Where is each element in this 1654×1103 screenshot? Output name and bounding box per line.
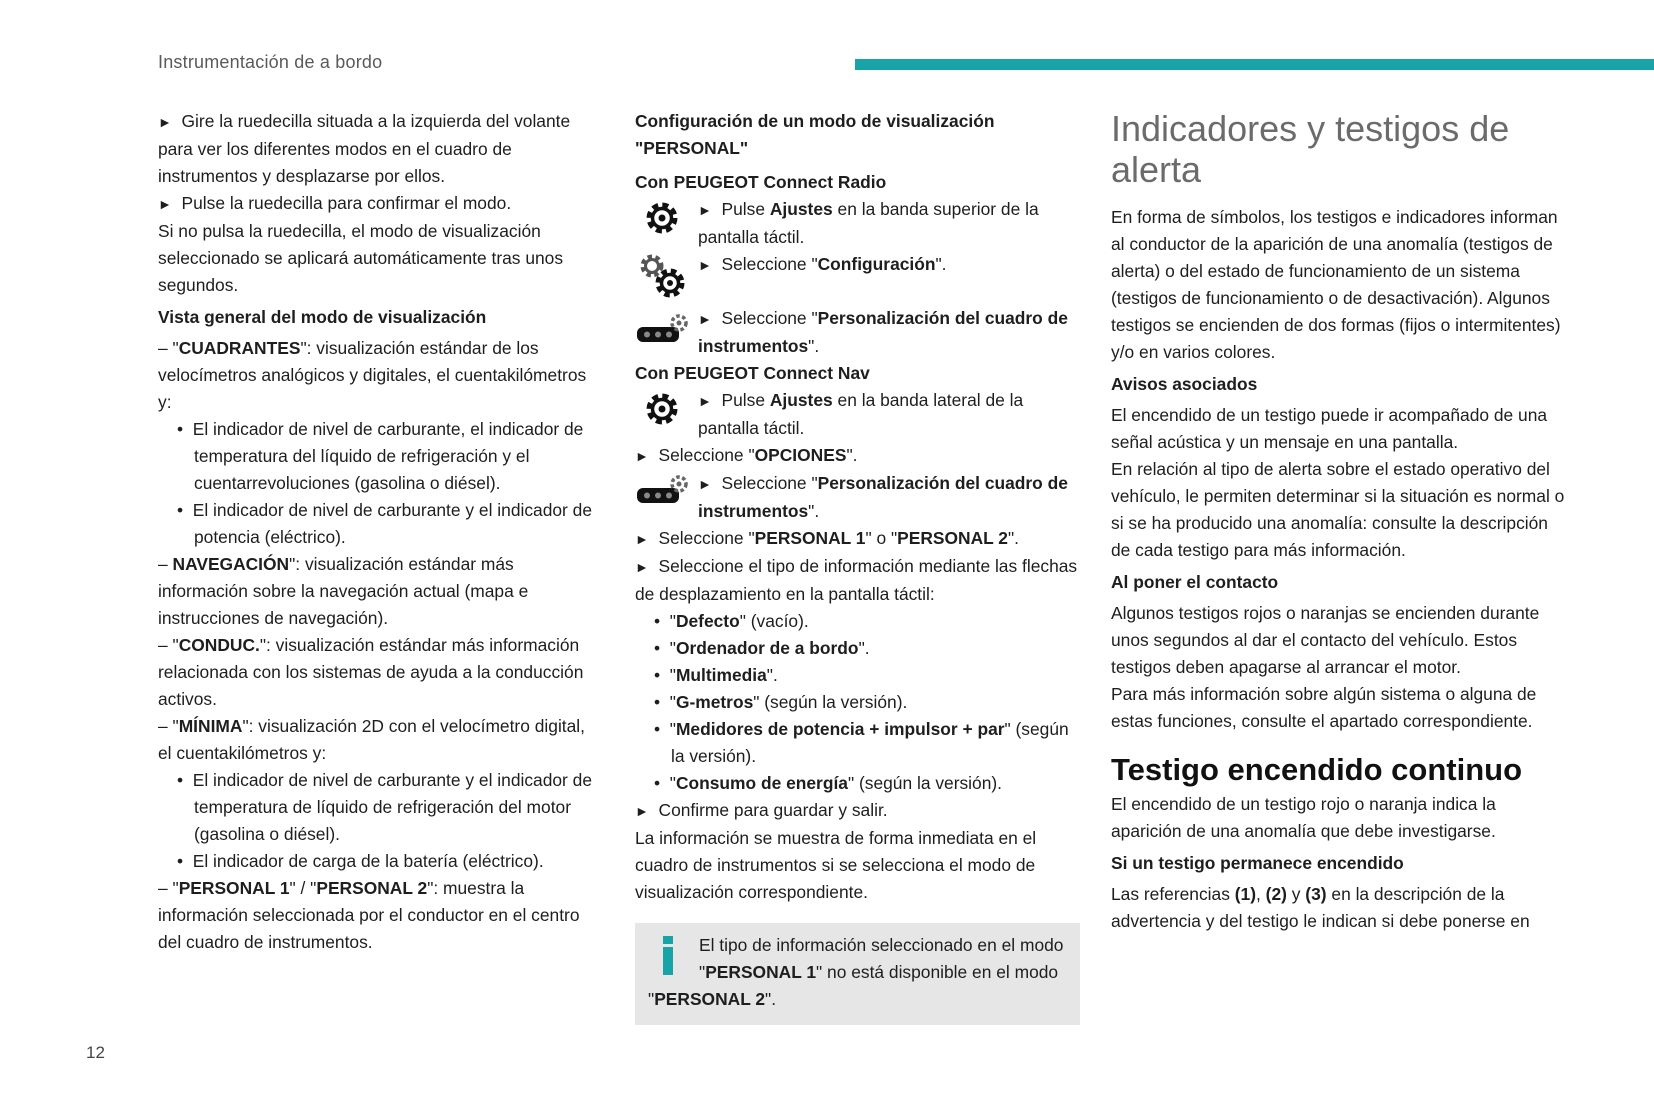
list-item: • "G-metros" (según la versión). xyxy=(654,692,908,712)
indicators-intro: En forma de símbolos, los testigos e indicadores informan al conductor de la aparición de una anomalía (testigos de alerta) o del estado de funcionamiento de un sistema (testigos de funcionamiento o de desactivación). Algunos testigos se encienden de dos formas (fijos o intermitentes) y/o en varios colores. xyxy=(1111,207,1561,362)
mode-name: CONDUC. xyxy=(178,635,260,655)
nav-heading: Con PEUGEOT Connect Nav xyxy=(635,363,870,383)
text-part: , xyxy=(1256,884,1266,904)
text-part: y xyxy=(1286,884,1306,904)
nav-step-settings xyxy=(635,387,1080,442)
step-text: ". xyxy=(808,336,820,356)
indicators-title: Indicadores y testigos de alerta xyxy=(1111,108,1510,190)
option-rest: ". xyxy=(858,638,870,658)
contacto-text-1: Algunos testigos rojos o naranjas se encienden durante unos segundos al dar el contacto del vehículo. Estos testigos deben apagarse al arrancar el motor. xyxy=(1111,603,1540,677)
step-text-bold: Ajustes xyxy=(769,199,833,219)
section-title: Instrumentación de a bordo xyxy=(158,52,383,72)
mode-desc: ": muestra la información seleccionada por el conductor en el centro del cuadro de instrumentos. xyxy=(158,878,580,952)
reference-3: (3) xyxy=(1305,884,1327,904)
step-confirm xyxy=(635,797,1080,825)
mode-name: PERSONAL 2 xyxy=(316,878,428,898)
permanece-heading: Si un testigo permanece encendido xyxy=(1111,853,1404,873)
step-text-bold: Personalización del cuadro de instrumentos xyxy=(698,473,1068,521)
permanece-text xyxy=(1111,881,1566,935)
option-rest: " (según la versión). xyxy=(753,692,908,712)
gear-icon xyxy=(635,389,690,429)
arrow-bullet-icon: ► xyxy=(698,202,712,218)
option-rest: " (vacío). xyxy=(739,611,809,631)
mode-name: CUADRANTES xyxy=(178,338,301,358)
mode-desc: ": visualización 2D con el velocímetro digital, el cuentakilómetros y: xyxy=(158,716,586,763)
step-text: Seleccione " xyxy=(721,473,818,493)
info-text-part: ". xyxy=(765,989,777,1009)
step-text: " o " xyxy=(865,528,898,548)
mode-name: NAVEGACIÓN xyxy=(172,554,290,574)
avisos-text-1: El encendido de un testigo puede ir acompañado de una señal acústica y un mensaje en una pantalla. xyxy=(1111,405,1548,452)
radio-step-configuration xyxy=(635,251,1080,305)
nav-step-cluster xyxy=(635,470,1080,525)
dash: – xyxy=(158,554,173,574)
mode-name: MÍNIMA xyxy=(178,716,243,736)
step-text-bold: PERSONAL 1 xyxy=(754,528,866,548)
step-text-bold: Configuración xyxy=(817,254,936,274)
step-text: Seleccione el tipo de información mediante las flechas de desplazamiento en la pantalla táctil: xyxy=(635,556,1078,604)
page-number: 12 xyxy=(86,1043,105,1062)
arrow-bullet-icon: ► xyxy=(698,393,712,409)
step-text-bold: Personalización del cuadro de instrumentos xyxy=(698,308,1068,356)
step-text: Seleccione " xyxy=(658,528,755,548)
dash: – " xyxy=(158,878,179,898)
list-item: • El indicador de nivel de carburante y el indicador de temperatura de líquido de refrigeración del motor (gasolina o diésel). xyxy=(177,770,593,844)
dash: – " xyxy=(158,635,179,655)
radio-heading: Con PEUGEOT Connect Radio xyxy=(635,172,887,192)
step-text: Confirme para guardar y salir. xyxy=(658,800,888,820)
continuo-heading: Testigo encendido continuo xyxy=(1111,752,1523,787)
list-item: • El indicador de nivel de carburante y el indicador de potencia (eléctrico). xyxy=(177,500,593,547)
list-item: • "Multimedia". xyxy=(654,665,778,685)
mode-cuadrantes xyxy=(158,335,598,416)
header-accent-bar xyxy=(855,59,1654,70)
step-text: ". xyxy=(935,254,947,274)
arrow-bullet-icon: ► xyxy=(698,257,712,273)
step-text: Pulse xyxy=(721,390,770,410)
contacto-text-2: Para más información sobre algún sistema o alguna de estas funciones, consulte el apartado correspondiente. xyxy=(1111,684,1537,731)
step-text-bold: PERSONAL 2 xyxy=(897,528,1008,548)
option-rest: ". xyxy=(766,665,778,685)
step-text-bold: OPCIONES xyxy=(754,445,847,465)
step-select-info-type xyxy=(635,553,1080,608)
dash: – " xyxy=(158,338,179,358)
arrow-bullet-icon: ► xyxy=(635,531,649,547)
mode-desc: ": visualización estándar más información relacionada con los sistemas de ayuda a la conducción activos. xyxy=(158,635,584,709)
step-text: Seleccione " xyxy=(721,254,818,274)
arrow-bullet-icon: ► xyxy=(635,448,649,464)
arrow-bullet-icon: ► xyxy=(635,803,649,819)
option-name: Ordenador de a bordo xyxy=(675,638,859,658)
contacto-heading: Al poner el contacto xyxy=(1111,572,1279,592)
overview-heading: Vista general del modo de visualización xyxy=(158,307,487,327)
mode-personal xyxy=(158,875,598,956)
double-gear-icon xyxy=(635,253,690,301)
radio-step-cluster xyxy=(635,305,1080,360)
info-box xyxy=(635,923,1080,1025)
step-text: Pulse xyxy=(721,199,770,219)
step-text: Gire la ruedecilla situada a la izquierda del volante para ver los diferentes modos en el cuadro de instrumentos y desplazarse por ellos. xyxy=(158,111,571,186)
option-name: Consumo de energía xyxy=(675,773,848,793)
nav-step-opciones xyxy=(635,442,1080,470)
reference-2: (2) xyxy=(1265,884,1287,904)
info-text xyxy=(648,932,1066,1013)
mode-navegacion xyxy=(158,551,598,632)
option-name: Defecto xyxy=(675,611,740,631)
list-item: • "Defecto" (vacío). xyxy=(654,611,809,631)
step-text-bold: Ajustes xyxy=(769,390,833,410)
option-name: Multimedia xyxy=(675,665,767,685)
step-turn-wheel xyxy=(158,108,598,190)
gear-icon xyxy=(635,198,690,238)
instrument-cluster-settings-icon xyxy=(635,311,690,351)
list-item: • "Consumo de energía" (según la versión). xyxy=(654,773,1003,793)
option-name: Medidores de potencia + impulsor + par xyxy=(675,719,1005,739)
mode-desc: ": visualización estándar de los velocímetros analógicos y digitales, el cuentakilómetros y: xyxy=(158,338,587,412)
arrow-bullet-icon: ► xyxy=(158,114,172,130)
arrow-bullet-icon: ► xyxy=(698,476,712,492)
list-item: • El indicador de carga de la batería (eléctrico). xyxy=(177,851,544,871)
instrument-cluster-settings-icon xyxy=(635,472,690,512)
arrow-bullet-icon: ► xyxy=(635,559,649,575)
avisos-text-2: En relación al tipo de alerta sobre el estado operativo del vehículo, le permiten determinar si la situación es normal o si se ha producido una anomalía: consulte la descripción de cada testigo para más información. xyxy=(1111,459,1565,560)
step-press-wheel xyxy=(158,190,598,218)
text-part: en la descripción de la advertencia y del testigo le indican si debe ponerse en xyxy=(1111,884,1530,931)
list-item-text: El indicador de nivel de carburante, el indicador de temperatura del líquido de refrigeración y el cuentarrevoluciones (gasolina o diésel). xyxy=(192,419,584,493)
step-text: en la banda lateral de la pantalla táctil. xyxy=(698,390,1024,438)
avisos-heading: Avisos asociados xyxy=(1111,374,1258,394)
info-text-part: El tipo de información seleccionado en el modo " xyxy=(699,935,1064,982)
mode-desc: ": visualización estándar más información sobre la navegación actual (mapa e instrucciones de navegación). xyxy=(158,554,529,628)
column-right xyxy=(1111,108,1566,935)
step-text: ". xyxy=(1007,528,1019,548)
step-text: en la banda superior de la pantalla táctil. xyxy=(698,199,1039,247)
step-text: Pulse la ruedecilla para confirmar el modo. xyxy=(181,193,512,213)
option-rest: " (según la versión). xyxy=(671,719,1069,766)
step-text: Seleccione " xyxy=(721,308,818,328)
mode-minima xyxy=(158,713,598,767)
list-item: • "Medidores de potencia + impulsor + par" (según la versión). xyxy=(654,719,1069,766)
info-text-bold: PERSONAL 1 xyxy=(705,962,817,982)
info-text-part: " no está disponible en el modo " xyxy=(648,962,1059,1009)
info-text-bold: PERSONAL 2 xyxy=(654,989,766,1009)
arrow-bullet-icon: ► xyxy=(158,196,172,212)
list-item-text: El indicador de carga de la batería (eléctrico). xyxy=(192,851,544,871)
final-note: La información se muestra de forma inmediata en el cuadro de instrumentos si se selecciona el modo de visualización correspondiente. xyxy=(635,828,1037,902)
step-text: ". xyxy=(808,501,820,521)
step-text: Seleccione " xyxy=(658,445,755,465)
personal-config-heading: Configuración de un modo de visualización "PERSONAL" xyxy=(635,111,995,158)
list-item: • El indicador de nivel de carburante, el indicador de temperatura del líquido de refrigeración y el cuentarrevoluciones (gasolina o diésel). xyxy=(177,419,584,493)
radio-step-settings xyxy=(635,196,1080,251)
auto-apply-note: Si no pulsa la ruedecilla, el modo de visualización seleccionado se aplicará automáticamente tras unos segundos. xyxy=(158,221,564,295)
text-part: Las referencias xyxy=(1111,884,1235,904)
arrow-bullet-icon: ► xyxy=(698,311,712,327)
info-icon xyxy=(660,936,680,976)
reference-1: (1) xyxy=(1234,884,1256,904)
mode-name: PERSONAL 1 xyxy=(178,878,290,898)
mode-conduc xyxy=(158,632,598,713)
column-middle xyxy=(635,108,1080,1025)
step-text: ". xyxy=(846,445,858,465)
list-item-text: El indicador de nivel de carburante y el indicador de temperatura de líquido de refrigeración del motor (gasolina o diésel). xyxy=(192,770,593,844)
list-item-text: El indicador de nivel de carburante y el indicador de potencia (eléctrico). xyxy=(192,500,593,547)
option-rest: " (según la versión). xyxy=(847,773,1003,793)
option-name: G-metros xyxy=(675,692,754,712)
dash: – " xyxy=(158,716,179,736)
list-item: • "Ordenador de a bordo". xyxy=(654,638,870,658)
step-select-personal xyxy=(635,525,1080,553)
continuo-text: El encendido de un testigo rojo o naranja indica la aparición de una anomalía que debe investigarse. xyxy=(1111,794,1496,841)
column-left xyxy=(158,108,598,956)
separator: " / " xyxy=(289,878,317,898)
